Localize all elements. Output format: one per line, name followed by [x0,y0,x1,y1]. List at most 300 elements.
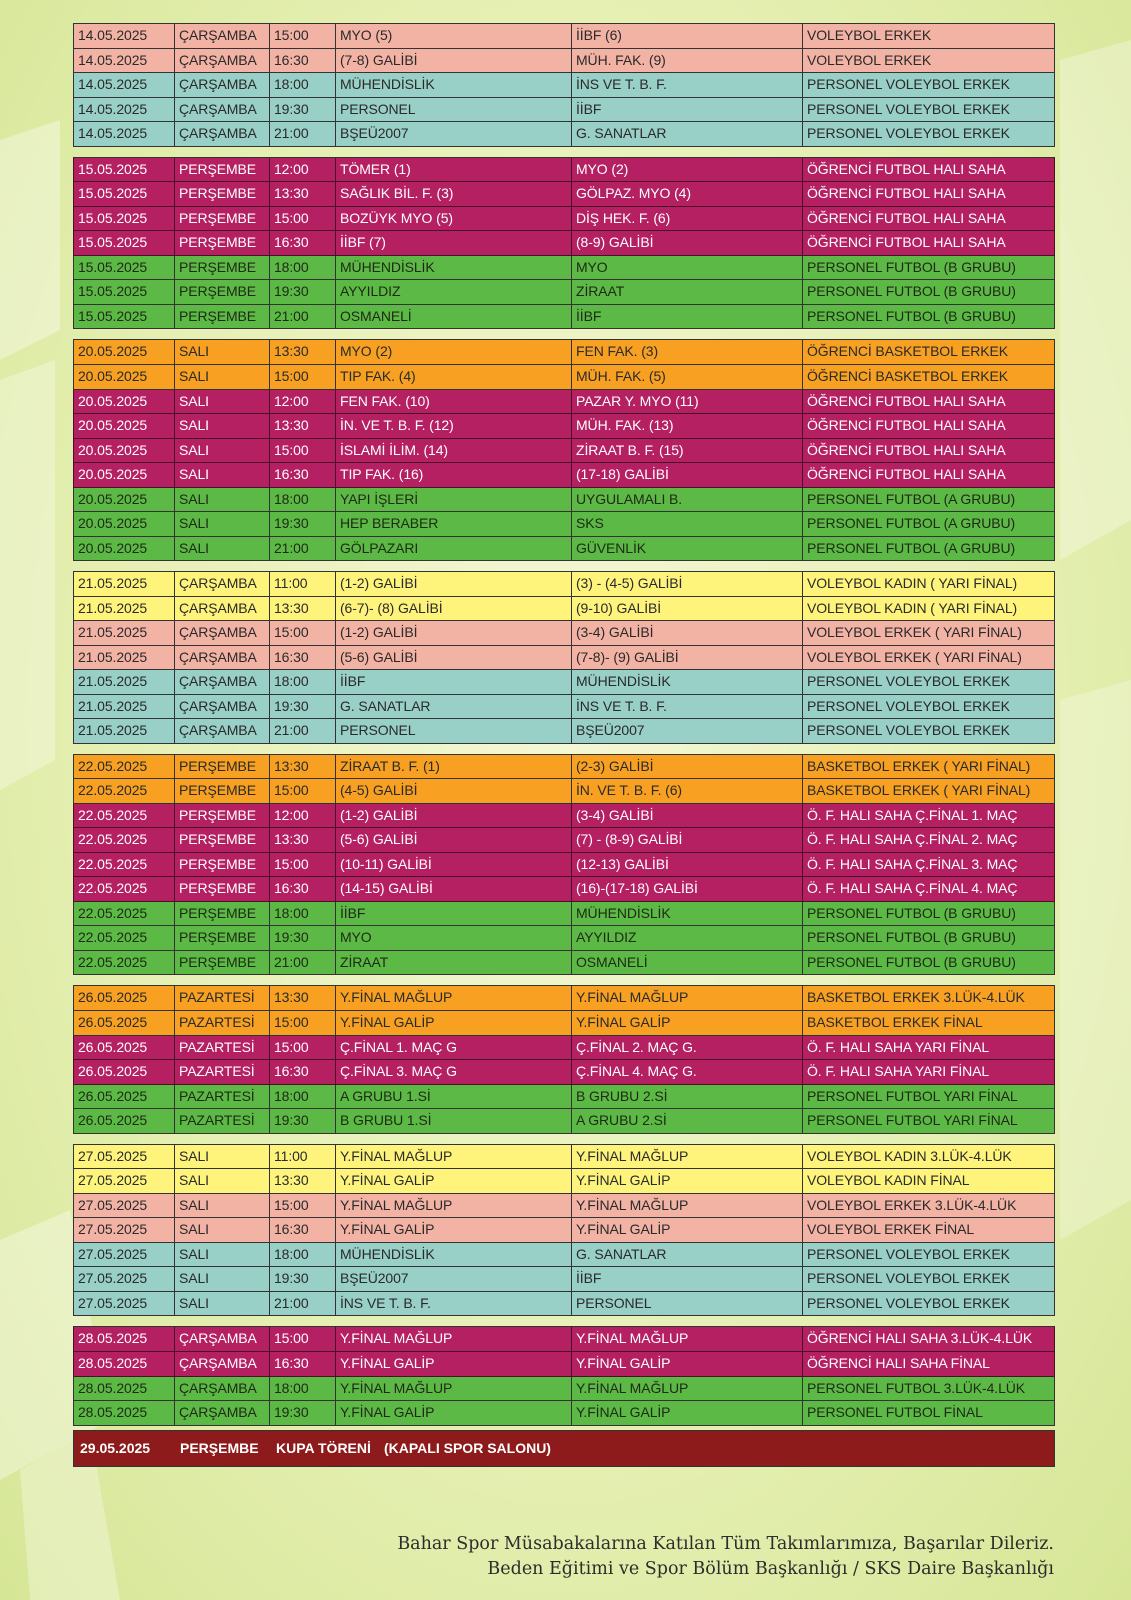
table-row [73,23,1055,49]
table-row [73,853,1055,878]
category-cell: ÖĞRENCİ BASKETBOL ERKEK [807,343,1009,360]
team2-cell: OSMANELİ [572,951,803,975]
date-cell: 15.05.2025 [74,305,175,329]
time-cell: 19:30 [270,98,336,122]
category-cell: BASKETBOL ERKEK ( YARI FİNAL) [807,757,1031,774]
day-cell: ÇARŞAMBA [175,597,270,621]
day-cell: PERŞEMBE [175,231,270,255]
table-row [73,365,1055,390]
table-row [73,597,1055,622]
time-cell: 18:00 [270,1243,336,1267]
time-cell: 19:30 [270,1109,336,1133]
category-cell: ÖĞRENCİ FUTBOL HALI SAHA [807,466,1006,483]
category-cell: VOLEYBOL ERKEK ( YARI FİNAL) [807,624,1022,641]
category-cell: PERSONEL VOLEYBOL ERKEK [807,76,1010,93]
schedule-group [73,339,1055,561]
time-cell: 16:30 [270,1060,336,1084]
time-cell: 15:00 [270,24,336,48]
team2-cell: (3) - (4-5) GALİBİ [572,572,803,596]
time-cell: 16:30 [270,877,336,901]
team2-cell: BŞEÜ2007 [572,719,803,743]
team1-cell: (1-2) GALİBİ [336,572,572,596]
category-cell: ÖĞRENCİ FUTBOL HALI SAHA [807,185,1006,202]
team2-cell: Y.FİNAL GALİP [572,1218,803,1242]
date-cell: 20.05.2025 [74,463,175,487]
category-cell: VOLEYBOL ERKEK ( YARI FİNAL) [807,648,1022,665]
category-cell: Ö. F. HALI SAHA Ç.FİNAL 4. MAÇ [807,880,1018,897]
time-cell: 15:00 [270,853,336,877]
date-cell: 26.05.2025 [74,1011,175,1035]
category-cell: PERSONEL VOLEYBOL ERKEK [807,1294,1010,1311]
team2-cell: (3-4) GALİBİ [572,804,803,828]
team2-cell: Y.FİNAL MAĞLUP [572,1145,803,1169]
date-cell: 20.05.2025 [74,390,175,414]
team2-cell: İİBF [572,305,803,329]
team1-cell: (5-6) GALİBİ [336,828,572,852]
team1-cell: Y.FİNAL GALİP [336,1352,572,1376]
category-cell: VOLEYBOL ERKEK [807,27,932,43]
date-cell: 26.05.2025 [74,1109,175,1133]
team2-cell: İNS VE T. B. F. [572,695,803,719]
table-row [73,621,1055,646]
date-cell: 21.05.2025 [74,646,175,670]
day-cell: SALI [175,1243,270,1267]
category-cell: VOLEYBOL KADIN FİNAL [807,1172,970,1189]
date-cell: 21.05.2025 [74,597,175,621]
team1-cell: FEN FAK. (10) [336,390,572,414]
team2-cell: (7) - (8-9) GALİBİ [572,828,803,852]
team2-cell: PAZAR Y. MYO (11) [572,390,803,414]
table-row [73,390,1055,415]
table-row [73,902,1055,927]
team1-cell: MYO (5) [336,24,572,48]
team2-cell: Ç.FİNAL 2. MAÇ G. [572,1036,803,1060]
table-row [73,1267,1055,1292]
time-cell: 15:00 [270,1327,336,1351]
day-cell: PERŞEMBE [175,926,270,950]
time-cell: 19:30 [270,695,336,719]
team1-cell: Y.FİNAL GALİP [336,1218,572,1242]
team2-cell: İİBF (6) [572,24,803,48]
category-cell: PERSONEL VOLEYBOL ERKEK [807,1245,1010,1262]
day-cell: PAZARTESİ [175,1060,270,1084]
category-cell: PERSONEL FUTBOL (A GRUBU) [807,490,1016,507]
team1-cell: Y.FİNAL MAĞLUP [336,1377,572,1401]
time-cell: 21:00 [270,951,336,975]
table-row [73,779,1055,804]
table-row [73,207,1055,232]
time-cell: 19:30 [270,926,336,950]
team2-cell: DİŞ HEK. F. (6) [572,207,803,231]
table-row [73,571,1055,597]
table-row [73,804,1055,829]
team2-cell: (8-9) GALİBİ [572,231,803,255]
date-cell: 15.05.2025 [74,207,175,231]
table-row [73,1352,1055,1377]
time-cell: 12:00 [270,158,336,182]
day-cell: ÇARŞAMBA [175,695,270,719]
day-cell: PERŞEMBE [175,877,270,901]
day-cell: PAZARTESİ [175,1109,270,1133]
day-cell: ÇARŞAMBA [175,719,270,743]
category-cell: ÖĞRENCİ BASKETBOL ERKEK [807,368,1009,385]
time-cell: 16:30 [270,49,336,73]
table-row [73,1036,1055,1061]
team1-cell: (6-7)- (8) GALİBİ [336,597,572,621]
table-row [73,877,1055,902]
team2-cell: MÜHENDİSLİK [572,902,803,926]
date-cell: 14.05.2025 [74,49,175,73]
date-cell: 20.05.2025 [74,488,175,512]
date-cell: 20.05.2025 [74,340,175,364]
time-cell: 15:00 [270,779,336,803]
team2-cell: (12-13) GALİBİ [572,853,803,877]
table-row [73,231,1055,256]
team2-cell: ZİRAAT B. F. (15) [572,439,803,463]
schedule-group [73,1326,1055,1425]
table-row [73,1377,1055,1402]
day-cell: PAZARTESİ [175,1085,270,1109]
table-row [73,1326,1055,1352]
table-row [73,670,1055,695]
time-cell: 11:00 [270,572,336,596]
team2-cell: İİBF [572,98,803,122]
team1-cell: MÜHENDİSLİK [336,256,572,280]
team2-cell: AYYILDIZ [572,926,803,950]
team2-cell: (7-8)- (9) GALİBİ [572,646,803,670]
day-cell: ÇARŞAMBA [175,621,270,645]
team2-cell: (2-3) GALİBİ [572,755,803,779]
schedule-group [73,23,1055,147]
category-cell: PERSONEL FUTBOL YARI FİNAL [807,1087,1018,1104]
date-cell: 22.05.2025 [74,951,175,975]
category-cell: VOLEYBOL KADIN ( YARI FİNAL) [807,599,1018,616]
team1-cell: G. SANATLAR [336,695,572,719]
date-cell: 26.05.2025 [74,1036,175,1060]
team2-cell: MÜH. FAK. (5) [572,365,803,389]
team2-cell: İİBF [572,1267,803,1291]
table-row [73,512,1055,537]
team2-cell: Y.FİNAL MAĞLUP [572,1327,803,1351]
date-cell: 22.05.2025 [74,779,175,803]
day-cell: PERŞEMBE [175,853,270,877]
time-cell: 19:30 [270,280,336,304]
team1-cell: TIP FAK. (4) [336,365,572,389]
team1-cell: Y.FİNAL GALİP [336,1169,572,1193]
day-cell: PERŞEMBE [175,207,270,231]
date-cell: 26.05.2025 [74,1085,175,1109]
team1-cell: Y.FİNAL GALİP [336,1011,572,1035]
table-row [73,695,1055,720]
team2-cell: MYO (2) [572,158,803,182]
team2-cell: (17-18) GALİBİ [572,463,803,487]
day-cell: SALI [175,414,270,438]
team2-cell: (9-10) GALİBİ [572,597,803,621]
table-row [73,926,1055,951]
team2-cell: UYGULAMALI B. [572,488,803,512]
day-cell: ÇARŞAMBA [175,1377,270,1401]
team2-cell: B GRUBU 2.Sİ [572,1085,803,1109]
table-row [73,719,1055,744]
table-row [73,1243,1055,1268]
team2-cell: Y.FİNAL MAĞLUP [572,1194,803,1218]
date-cell: 14.05.2025 [74,73,175,97]
category-cell: BASKETBOL ERKEK ( YARI FİNAL) [807,782,1031,799]
category-cell: PERSONEL FUTBOL YARI FİNAL [807,1112,1018,1129]
category-cell: Ö. F. HALI SAHA YARI FİNAL [807,1063,990,1080]
table-row [73,951,1055,976]
team1-cell: İİBF [336,902,572,926]
team2-cell: MÜHENDİSLİK [572,670,803,694]
date-cell: 27.05.2025 [74,1218,175,1242]
table-row [73,414,1055,439]
time-cell: 18:00 [270,73,336,97]
day-cell: SALI [175,1169,270,1193]
team1-cell: HEP BERABER [336,512,572,536]
table-row [73,182,1055,207]
time-cell: 15:00 [270,1036,336,1060]
table-row [73,828,1055,853]
date-cell: 27.05.2025 [74,1243,175,1267]
time-cell: 11:00 [270,1145,336,1169]
team2-cell: İNS VE T. B. F. [572,73,803,97]
time-cell: 13:30 [270,340,336,364]
time-cell: 19:30 [270,512,336,536]
category-cell: VOLEYBOL KADIN ( YARI FİNAL) [807,575,1018,592]
day-cell: SALI [175,463,270,487]
footer-line-1: Bahar Spor Müsabakalarına Katılan Tüm Takımlarımıza, Başarılar Dileriz. [397,1534,1054,1554]
day-cell: SALI [175,340,270,364]
category-cell: ÖĞRENCİ HALI SAHA FİNAL [807,1355,990,1371]
category-cell: ÖĞRENCİ FUTBOL HALI SAHA [807,160,1006,177]
schedule-table [73,23,1055,1426]
category-cell: VOLEYBOL ERKEK 3.LÜK-4.LÜK [807,1196,1017,1213]
time-cell: 18:00 [270,1377,336,1401]
table-row [73,1292,1055,1317]
time-cell: 21:00 [270,305,336,329]
time-cell: 15:00 [270,1194,336,1218]
date-cell: 27.05.2025 [74,1145,175,1169]
day-cell: PERŞEMBE [175,951,270,975]
team1-cell: Y.FİNAL MAĞLUP [336,1327,572,1351]
team1-cell: (14-15) GALİBİ [336,877,572,901]
team2-cell: İN. VE T. B. F. (6) [572,779,803,803]
team2-cell: Y.FİNAL MAĞLUP [572,986,803,1010]
date-cell: 22.05.2025 [74,902,175,926]
day-cell: ÇARŞAMBA [175,1401,270,1425]
day-cell: PERŞEMBE [175,158,270,182]
category-cell: VOLEYBOL ERKEK FİNAL [807,1221,975,1238]
team1-cell: (1-2) GALİBİ [336,621,572,645]
team1-cell: A GRUBU 1.Sİ [336,1085,572,1109]
category-cell: PERSONEL FUTBOL (B GRUBU) [807,953,1016,970]
day-cell: PERŞEMBE [175,305,270,329]
category-cell: PERSONEL VOLEYBOL ERKEK [807,722,1010,739]
time-cell: 18:00 [270,902,336,926]
team1-cell: Y.FİNAL MAĞLUP [336,986,572,1010]
team2-cell: Y.FİNAL MAĞLUP [572,1377,803,1401]
category-cell: PERSONEL FUTBOL (B GRUBU) [807,307,1016,324]
team2-cell: MYO [572,256,803,280]
day-cell: PERŞEMBE [175,779,270,803]
time-cell: 16:30 [270,231,336,255]
ceremony-day: PERŞEMBE [180,1440,259,1456]
time-cell: 15:00 [270,1011,336,1035]
day-cell: PERŞEMBE [175,902,270,926]
ceremony-date: 29.05.2025 [80,1440,151,1456]
time-cell: 21:00 [270,537,336,561]
table-row [73,488,1055,513]
date-cell: 20.05.2025 [74,365,175,389]
team2-cell: (16)-(17-18) GALİBİ [572,877,803,901]
date-cell: 15.05.2025 [74,231,175,255]
team1-cell: AYYILDIZ [336,280,572,304]
day-cell: PERŞEMBE [175,804,270,828]
team1-cell: TÖMER (1) [336,158,572,182]
table-row [73,49,1055,74]
time-cell: 21:00 [270,122,336,146]
date-cell: 14.05.2025 [74,24,175,48]
category-cell: PERSONEL FUTBOL (B GRUBU) [807,929,1016,946]
day-cell: PERŞEMBE [175,755,270,779]
team2-cell: Y.FİNAL GALİP [572,1011,803,1035]
date-cell: 26.05.2025 [74,1060,175,1084]
team1-cell: İN. VE T. B. F. (12) [336,414,572,438]
time-cell: 21:00 [270,1292,336,1316]
time-cell: 15:00 [270,365,336,389]
day-cell: ÇARŞAMBA [175,1327,270,1351]
day-cell: PERŞEMBE [175,182,270,206]
team1-cell: İİBF (7) [336,231,572,255]
footer-line-2: Beden Eğitimi ve Spor Bölüm Başkanlığı / SKS Daire Başkanlığı [487,1559,1054,1579]
day-cell: ÇARŞAMBA [175,572,270,596]
team1-cell: BOZÜYK MYO (5) [336,207,572,231]
table-row [73,98,1055,123]
time-cell: 12:00 [270,390,336,414]
date-cell: 22.05.2025 [74,828,175,852]
table-row [73,1060,1055,1085]
category-cell: ÖĞRENCİ HALI SAHA 3.LÜK-4.LÜK [807,1330,1033,1347]
time-cell: 13:30 [270,986,336,1010]
team2-cell: PERSONEL [572,1292,803,1316]
category-cell: VOLEYBOL KADIN 3.LÜK-4.LÜK [807,1147,1012,1164]
team2-cell: SKS [572,512,803,536]
table-row [73,537,1055,562]
time-cell: 15:00 [270,439,336,463]
team1-cell: PERSONEL [336,98,572,122]
category-cell: Ö. F. HALI SAHA Ç.FİNAL 1. MAÇ [807,806,1018,823]
day-cell: SALI [175,512,270,536]
category-cell: PERSONEL VOLEYBOL ERKEK [807,673,1010,690]
team2-cell: GÜVENLİK [572,537,803,561]
schedule-group [73,1144,1055,1317]
table-row [73,754,1055,780]
table-row [73,305,1055,330]
table-row [73,73,1055,98]
team1-cell: OSMANELİ [336,305,572,329]
ceremony-row [73,1430,1055,1467]
day-cell: SALI [175,1194,270,1218]
team2-cell: Ç.FİNAL 4. MAÇ G. [572,1060,803,1084]
category-cell: PERSONEL FUTBOL (A GRUBU) [807,539,1016,556]
date-cell: 21.05.2025 [74,719,175,743]
team1-cell: İSLAMİ İLİM. (14) [336,439,572,463]
day-cell: ÇARŞAMBA [175,98,270,122]
team1-cell: Ç.FİNAL 3. MAÇ G [336,1060,572,1084]
date-cell: 22.05.2025 [74,926,175,950]
day-cell: ÇARŞAMBA [175,73,270,97]
table-row [73,256,1055,281]
team1-cell: (1-2) GALİBİ [336,804,572,828]
date-cell: 28.05.2025 [74,1401,175,1425]
date-cell: 15.05.2025 [74,256,175,280]
day-cell: ÇARŞAMBA [175,49,270,73]
category-cell: BASKETBOL ERKEK FİNAL [807,1014,983,1031]
category-cell: ÖĞRENCİ FUTBOL HALI SAHA [807,441,1006,458]
day-cell: SALI [175,365,270,389]
day-cell: SALI [175,1292,270,1316]
day-cell: SALI [175,537,270,561]
category-cell: BASKETBOL ERKEK 3.LÜK-4.LÜK [807,989,1025,1006]
time-cell: 19:30 [270,1401,336,1425]
schedule-group [73,157,1055,330]
time-cell: 13:30 [270,1169,336,1193]
time-cell: 18:00 [270,670,336,694]
day-cell: PERŞEMBE [175,828,270,852]
category-cell: ÖĞRENCİ FUTBOL HALI SAHA [807,209,1006,226]
team2-cell: Y.FİNAL GALİP [572,1169,803,1193]
table-row [73,339,1055,365]
date-cell: 26.05.2025 [74,986,175,1010]
time-cell: 13:30 [270,597,336,621]
table-row [73,1011,1055,1036]
day-cell: PAZARTESİ [175,986,270,1010]
team1-cell: Y.FİNAL GALİP [336,1401,572,1425]
category-cell: PERSONEL VOLEYBOL ERKEK [807,125,1010,142]
date-cell: 20.05.2025 [74,537,175,561]
day-cell: SALI [175,1267,270,1291]
team2-cell: G. SANATLAR [572,122,803,146]
category-cell: PERSONEL FUTBOL (B GRUBU) [807,283,1016,300]
day-cell: SALI [175,439,270,463]
time-cell: 13:30 [270,414,336,438]
date-cell: 14.05.2025 [74,122,175,146]
date-cell: 21.05.2025 [74,695,175,719]
team1-cell: (7-8) GALİBİ [336,49,572,73]
team1-cell: Ç.FİNAL 1. MAÇ G [336,1036,572,1060]
day-cell: ÇARŞAMBA [175,122,270,146]
category-cell: PERSONEL FUTBOL FİNAL [807,1404,983,1420]
date-cell: 28.05.2025 [74,1352,175,1376]
date-cell: 22.05.2025 [74,877,175,901]
category-cell: ÖĞRENCİ FUTBOL HALI SAHA [807,234,1006,251]
table-row [73,646,1055,671]
date-cell: 15.05.2025 [74,280,175,304]
team2-cell: MÜH. FAK. (9) [572,49,803,73]
team1-cell: (10-11) GALİBİ [336,853,572,877]
date-cell: 21.05.2025 [74,621,175,645]
ceremony-event: KUPA TÖRENİ [276,1440,371,1456]
date-cell: 27.05.2025 [74,1169,175,1193]
date-cell: 22.05.2025 [74,755,175,779]
day-cell: SALI [175,390,270,414]
date-cell: 21.05.2025 [74,670,175,694]
table-row [73,157,1055,183]
table-row [73,463,1055,488]
team2-cell: GÖLPAZ. MYO (4) [572,182,803,206]
team1-cell: YAPI İŞLERİ [336,488,572,512]
table-row [73,985,1055,1011]
